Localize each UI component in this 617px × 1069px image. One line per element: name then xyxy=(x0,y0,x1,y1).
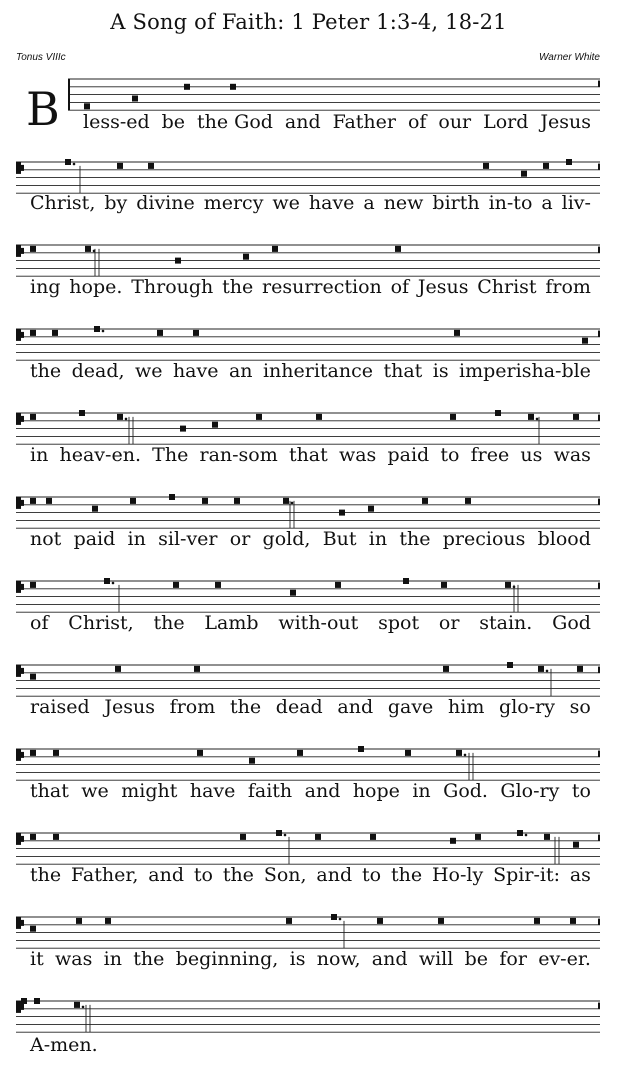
lyric-word: beginning, xyxy=(175,948,279,970)
lyric-word: dead xyxy=(275,696,323,718)
lyric-word: hope. xyxy=(69,276,123,298)
note-head xyxy=(456,750,462,756)
lyric-word: have xyxy=(172,360,219,382)
lyric-word: or xyxy=(229,528,251,550)
lyric-word: and xyxy=(284,111,321,133)
lyric-word: Jesus xyxy=(417,276,469,298)
lyric-line-6 xyxy=(30,528,591,550)
note-head xyxy=(395,246,401,252)
custos-mark xyxy=(598,247,600,253)
note-head xyxy=(422,498,428,504)
lyric-word: to xyxy=(440,444,460,466)
note-head xyxy=(573,842,579,848)
lyric-word: resurrection xyxy=(262,276,382,298)
note-head xyxy=(450,838,456,844)
lyric-word: was xyxy=(338,444,377,466)
lyric-word: we xyxy=(81,780,109,802)
note-head xyxy=(507,662,513,668)
note-head xyxy=(104,578,110,584)
note-head xyxy=(358,746,364,752)
lyric-word: the xyxy=(153,612,185,634)
note-head xyxy=(505,582,511,588)
lyric-word: and xyxy=(316,864,353,886)
note-head xyxy=(234,498,240,504)
note-head xyxy=(184,84,190,90)
lyric-word: gold, xyxy=(262,528,311,550)
c-clef-icon xyxy=(16,833,24,845)
lyric-word: stain. xyxy=(479,612,533,634)
note-head xyxy=(175,258,181,264)
note-head xyxy=(256,414,262,420)
note-head xyxy=(30,246,36,252)
lyric-word: free xyxy=(470,444,510,466)
note-head xyxy=(132,96,138,102)
lyric-word: the xyxy=(399,528,431,550)
lyric-word: Spir-it: xyxy=(493,864,560,886)
lyric-word: by xyxy=(104,192,128,214)
note-head xyxy=(528,414,534,420)
lyric-word: have xyxy=(189,780,236,802)
lyric-word: Lamb xyxy=(204,612,259,634)
lyric-word: paid xyxy=(387,444,430,466)
note-head xyxy=(335,582,341,588)
note-head xyxy=(197,750,203,756)
lyric-word: inheritance xyxy=(262,360,374,382)
note-head xyxy=(194,666,200,672)
lyric-word: gave xyxy=(387,696,434,718)
lyric-word: in xyxy=(368,528,388,550)
note-head xyxy=(30,834,36,840)
lyric-word: liv- xyxy=(561,192,591,214)
note-head xyxy=(180,426,186,432)
lyric-word: ev-er. xyxy=(538,948,591,970)
note-head xyxy=(339,510,345,516)
note-dot xyxy=(464,754,467,757)
note-dot xyxy=(546,670,549,673)
lyric-word: that xyxy=(288,444,328,466)
lyric-word: blood xyxy=(537,528,591,550)
lyric-word: divine xyxy=(136,192,195,214)
lyric-word: to xyxy=(362,864,382,886)
lyric-word: of xyxy=(390,276,410,298)
note-head xyxy=(193,330,199,336)
note-head xyxy=(34,998,40,1004)
lyric-word: we xyxy=(134,360,163,382)
note-head xyxy=(30,674,36,680)
lyric-word: Christ, xyxy=(30,192,96,214)
lyric-word: the xyxy=(390,864,423,886)
lyric-word: is xyxy=(289,948,306,970)
note-head xyxy=(483,163,489,169)
note-head xyxy=(283,498,289,504)
lyric-word: dead, xyxy=(71,360,125,382)
note-dot xyxy=(536,418,539,421)
note-dot xyxy=(125,418,128,421)
note-head xyxy=(521,171,527,177)
note-head xyxy=(543,163,549,169)
lyric-line-11 xyxy=(30,948,591,970)
note-head xyxy=(517,830,523,836)
lyric-word: new xyxy=(383,192,424,214)
note-head xyxy=(443,666,449,672)
note-head xyxy=(117,414,123,420)
note-head xyxy=(30,330,36,336)
note-head xyxy=(290,590,296,596)
note-head xyxy=(570,918,576,924)
lyric-word: was xyxy=(553,444,591,466)
note-dot xyxy=(73,163,76,166)
lyric-word: be xyxy=(161,111,186,133)
lyric-word: is xyxy=(432,360,449,382)
note-head xyxy=(94,326,100,332)
lyric-word: precious xyxy=(442,528,526,550)
lyric-word: as xyxy=(569,864,591,886)
note-head xyxy=(30,750,36,756)
note-head xyxy=(243,254,249,260)
note-head xyxy=(65,159,71,165)
note-head xyxy=(544,834,550,840)
lyric-word: A-men. xyxy=(30,1034,98,1056)
lyric-word: heav-en. xyxy=(59,444,141,466)
lyric-word: from xyxy=(545,276,591,298)
note-head xyxy=(79,410,85,416)
lyric-word: not xyxy=(30,528,62,550)
lyric-word: less-ed xyxy=(83,111,150,133)
note-head xyxy=(577,666,583,672)
note-head xyxy=(117,163,123,169)
lyric-word: the xyxy=(229,696,262,718)
lyric-word: to xyxy=(193,864,213,886)
note-head xyxy=(30,414,36,420)
c-clef-icon xyxy=(16,162,24,174)
custos-mark xyxy=(598,667,600,673)
note-head xyxy=(454,330,460,336)
lyric-word: in xyxy=(127,528,146,550)
tone-label: Tonus VIIIc xyxy=(16,52,66,63)
note-head xyxy=(534,918,540,924)
lyric-line-12 xyxy=(30,1034,591,1056)
lyric-line-5 xyxy=(30,444,591,466)
lyric-word: Through xyxy=(131,276,214,298)
note-head xyxy=(215,582,221,588)
note-dot xyxy=(102,330,105,333)
note-head xyxy=(573,414,579,420)
lyric-word: and xyxy=(371,948,408,970)
lyric-word: Father, xyxy=(71,864,139,886)
note-head xyxy=(30,582,36,588)
lyric-word: we xyxy=(272,192,300,214)
lyric-word: from xyxy=(169,696,216,718)
note-dot xyxy=(339,918,342,921)
note-head xyxy=(438,918,444,924)
c-clef-icon xyxy=(16,497,24,509)
note-head xyxy=(475,834,481,840)
lyric-word: and xyxy=(304,780,341,802)
lyric-word: ing xyxy=(30,276,61,298)
lyric-word: in xyxy=(30,444,49,466)
note-head xyxy=(230,84,236,90)
lyric-word: that xyxy=(383,360,423,382)
lyric-word: and xyxy=(148,864,184,886)
custos-mark xyxy=(598,81,600,87)
note-head xyxy=(276,830,282,836)
c-clef-icon xyxy=(16,749,24,761)
lyric-word: the xyxy=(222,276,254,298)
note-head xyxy=(74,1002,80,1008)
note-head xyxy=(315,834,321,840)
note-head xyxy=(76,918,82,924)
lyric-word: Ho-ly xyxy=(431,864,484,886)
note-dot xyxy=(291,502,294,505)
note-head xyxy=(212,422,218,428)
note-head xyxy=(465,498,471,504)
lyric-word: the xyxy=(222,864,254,886)
lyric-word: an xyxy=(228,360,253,382)
custos-mark xyxy=(598,164,600,170)
lyric-word: the God xyxy=(196,111,273,133)
system-start-bar xyxy=(68,79,70,110)
composer-label: Warner White xyxy=(539,52,600,63)
custos-mark xyxy=(598,331,600,337)
custos-mark xyxy=(598,751,600,757)
note-head xyxy=(105,918,111,924)
lyric-word: us xyxy=(520,444,543,466)
lyric-word: Lord xyxy=(483,111,529,133)
lyric-word: it xyxy=(30,948,44,970)
lyric-word: But xyxy=(322,528,357,550)
note-head xyxy=(84,103,90,109)
note-head xyxy=(331,914,337,920)
note-head xyxy=(297,750,303,756)
note-head xyxy=(240,834,246,840)
lyric-word: Jesus xyxy=(104,696,155,718)
note-head xyxy=(21,998,27,1004)
note-head xyxy=(46,498,52,504)
lyric-line-10 xyxy=(30,864,591,886)
lyric-word: him xyxy=(448,696,485,718)
lyric-line-2 xyxy=(30,192,591,214)
lyric-word: Christ xyxy=(477,276,537,298)
lyric-word: The xyxy=(152,444,189,466)
note-head xyxy=(53,750,59,756)
lyric-word: raised xyxy=(30,696,90,718)
lyric-word: was xyxy=(55,948,93,970)
note-head xyxy=(130,498,136,504)
c-clef-icon xyxy=(16,917,24,929)
lyric-word: have xyxy=(308,192,355,214)
note-head xyxy=(272,246,278,252)
lyric-word: of xyxy=(407,111,427,133)
note-head xyxy=(115,666,121,672)
lyric-word: so xyxy=(569,696,591,718)
note-head xyxy=(148,163,154,169)
lyric-word: to xyxy=(571,780,591,802)
drop-cap-initial: B xyxy=(26,82,60,136)
lyric-word: birth xyxy=(432,192,480,214)
note-head xyxy=(169,494,175,500)
custos-mark xyxy=(598,1003,600,1009)
lyric-word: the xyxy=(30,864,62,886)
lyric-word: imperisha-ble xyxy=(459,360,591,382)
custos-mark xyxy=(598,919,600,925)
note-head xyxy=(450,414,456,420)
note-head xyxy=(53,834,59,840)
note-head xyxy=(441,582,447,588)
lyric-word: sil-ver xyxy=(158,528,218,550)
c-clef-icon xyxy=(16,329,24,341)
lyric-word: a xyxy=(541,192,553,214)
note-head xyxy=(92,506,98,512)
lyric-line-3 xyxy=(30,276,591,298)
note-head xyxy=(157,330,163,336)
note-head xyxy=(173,582,179,588)
lyric-word: our xyxy=(438,111,472,133)
lyric-word: be xyxy=(464,948,489,970)
note-dot xyxy=(525,834,528,837)
lyric-word: a xyxy=(363,192,375,214)
lyric-word: in xyxy=(412,780,431,802)
note-head xyxy=(566,159,572,165)
c-clef-icon xyxy=(16,413,24,425)
lyric-word: now, xyxy=(316,948,361,970)
lyric-word: the xyxy=(133,948,165,970)
lyric-word: ran-som xyxy=(199,444,278,466)
lyric-word: the xyxy=(30,360,62,382)
note-dot xyxy=(112,582,115,585)
lyric-line-8 xyxy=(30,696,591,718)
lyric-line-4 xyxy=(30,360,591,382)
page-title: A Song of Faith: 1 Peter 1:3-4, 18-21 xyxy=(110,10,507,34)
lyric-line-7 xyxy=(30,612,591,634)
lyric-word: might xyxy=(121,780,178,802)
note-head xyxy=(377,918,383,924)
note-head xyxy=(370,834,376,840)
lyric-word: spot xyxy=(378,612,420,634)
lyric-word: hope xyxy=(352,780,400,802)
lyric-word: faith xyxy=(247,780,293,802)
lyric-word: will xyxy=(418,948,454,970)
note-head xyxy=(495,410,501,416)
custos-mark xyxy=(598,835,600,841)
lyric-word: Son, xyxy=(263,864,307,886)
custos-mark xyxy=(598,499,600,505)
note-head xyxy=(582,338,588,344)
note-head xyxy=(85,246,91,252)
lyric-word: in xyxy=(103,948,122,970)
c-clef-icon xyxy=(16,245,24,257)
lyric-word: Christ, xyxy=(68,612,134,634)
lyric-word: of xyxy=(30,612,49,634)
lyric-line-9 xyxy=(30,780,591,802)
note-head xyxy=(52,330,58,336)
lyric-word: in-to xyxy=(488,192,533,214)
note-head xyxy=(202,498,208,504)
note-head xyxy=(249,758,255,764)
note-dot xyxy=(284,834,287,837)
lyric-word: or xyxy=(438,612,460,634)
lyric-word: God. xyxy=(443,780,488,802)
note-head xyxy=(403,578,409,584)
lyric-line-1 xyxy=(83,111,591,133)
lyric-word: glo-ry xyxy=(499,696,555,718)
note-head xyxy=(405,750,411,756)
lyric-word: Father xyxy=(332,111,396,133)
note-dot xyxy=(82,1006,85,1009)
note-head xyxy=(30,926,36,932)
lyric-word: Jesus xyxy=(540,111,591,133)
custos-mark xyxy=(598,415,600,421)
custos-mark xyxy=(598,583,600,589)
lyric-word: and xyxy=(337,696,374,718)
note-head xyxy=(316,414,322,420)
c-clef-icon xyxy=(16,665,24,677)
note-head xyxy=(286,918,292,924)
lyric-word: paid xyxy=(73,528,116,550)
note-head xyxy=(368,506,374,512)
note-head xyxy=(538,666,544,672)
lyric-word: mercy xyxy=(203,192,264,214)
lyric-word: for xyxy=(499,948,527,970)
lyric-word: Glo-ry xyxy=(500,780,560,802)
c-clef-icon xyxy=(16,581,24,593)
lyric-word: that xyxy=(30,780,69,802)
note-head xyxy=(30,498,36,504)
lyric-word: with-out xyxy=(278,612,359,634)
lyric-word: God xyxy=(552,612,591,634)
